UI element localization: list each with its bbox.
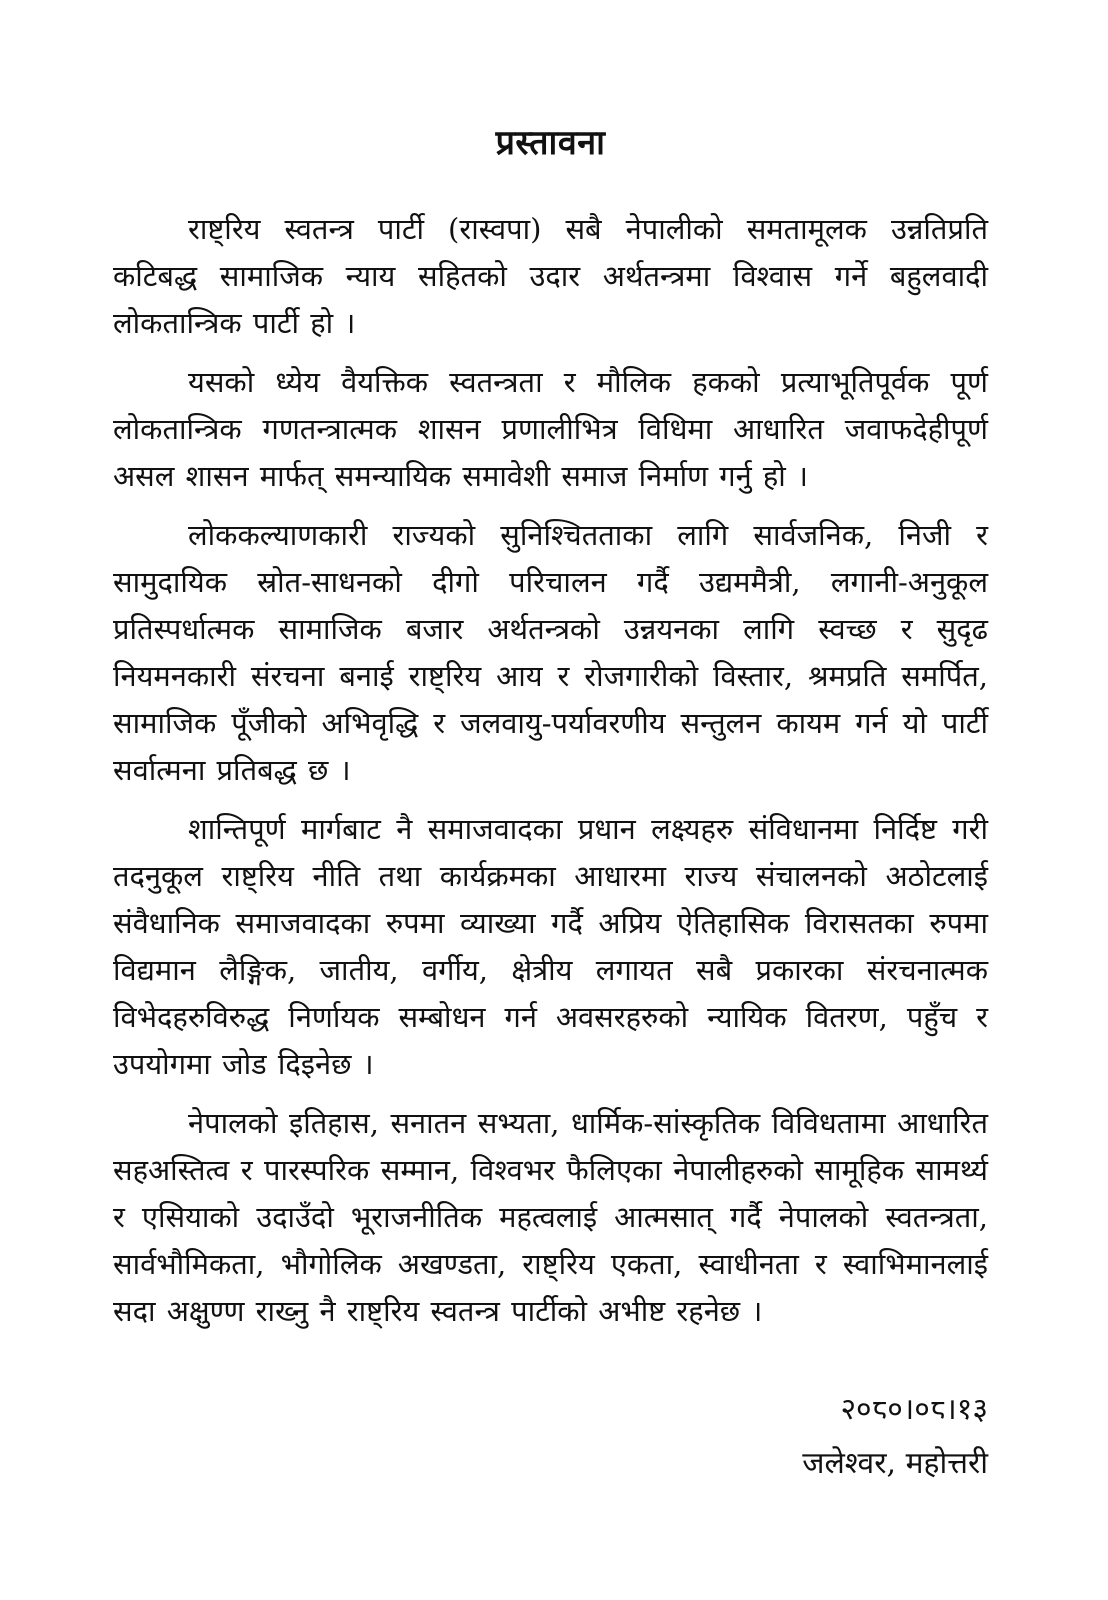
paragraph-4: शान्तिपूर्ण मार्गबाट नै समाजवादका प्रधान लक्ष्यहरु संविधानमा निर्दिष्ट गरी तदनुकूल राष्ट्रिय नीति तथा कार्यक्रमका आधारमा राज्य संचालनको अठोटलाई संवैधानिक समाजवादका रुपमा व्याख्या गर्दै अप्रिय ऐतिहासिक विरासतका रुपमा विद्यमान लैङ्गिक, जातीय, वर्गीय, क्षेत्रीय लगायत सबै प्रकारका संरचनात्मक विभेदहरुविरुद्ध निर्णायक सम्बोधन गर्न अवसरहरुको न्यायिक वितरण, पहुँच र उपयोगमा जोड दिइनेछ । bbox=[113, 812, 988, 1081]
paragraph-1: राष्ट्रिय स्वतन्त्र पार्टी (रास्वपा) सबै नेपालीको समतामूलक उन्नतिप्रति कटिबद्ध सामाजिक न्याय सहितको उदार अर्थतन्त्रमा विश्वास गर्ने बहुलवादी लोकतान्त्रिक पार्टी हो । bbox=[113, 212, 988, 340]
document-place: जलेश्वर, महोत्तरी bbox=[802, 1446, 988, 1481]
paragraph-3: लोककल्याणकारी राज्यको सुनिश्चितताका लागि सार्वजनिक, निजी र सामुदायिक स्रोत-साधनको दीगो परिचालन गर्दै उद्यममैत्री, लगानी-अनुकूल प्रतिस्पर्धात्मक सामाजिक बजार अर्थतन्त्रको उन्नयनका लागि स्वच्छ र सुदृढ नियमनकारी संरचना बनाई राष्ट्रिय आय र रोजगारीको विस्तार, श्रमप्रति समर्पित, सामाजिक पूँजीको अभिवृद्धि र जलवायु-पर्यावरणीय सन्तुलन कायम गर्न यो पार्टी सर्वात्मना प्रतिबद्ध छ । bbox=[113, 518, 988, 787]
date-place-block bbox=[113, 1383, 988, 1491]
document-content bbox=[113, 118, 988, 1491]
document-date: २०८०।०८।१३ bbox=[840, 1392, 988, 1427]
paragraph-5: नेपालको इतिहास, सनातन सभ्यता, धार्मिक-सांस्कृतिक विविधतामा आधारित सहअस्तित्व र पारस्परिक सम्मान, विश्वभर फैलिएका नेपालीहरुको सामूहिक सामर्थ्य र एसियाको उदाउँदो भूराजनीतिक महत्वलाई आत्मसात् गर्दै नेपालको स्वतन्त्रता, सार्वभौमिकता, भौगोलिक अखण्डता, राष्ट्रिय एकता, स्वाधीनता र स्वाभिमानलाई सदा अक्षुण्ण राख्नु नै राष्ट्रिय स्वतन्त्र पार्टीको अभीष्ट रहनेछ । bbox=[113, 1106, 988, 1328]
page-title: प्रस्तावना bbox=[495, 123, 606, 163]
paragraph-2: यसको ध्येय वैयक्तिक स्वतन्त्रता र मौलिक हकको प्रत्याभूतिपूर्वक पूर्ण लोकतान्त्रिक गणतन्त्रात्मक शासन प्रणालीभित्र विधिमा आधारित जवाफदेहीपूर्ण असल शासन मार्फत् समन्यायिक समावेशी समाज निर्माण गर्नु हो । bbox=[113, 365, 988, 493]
